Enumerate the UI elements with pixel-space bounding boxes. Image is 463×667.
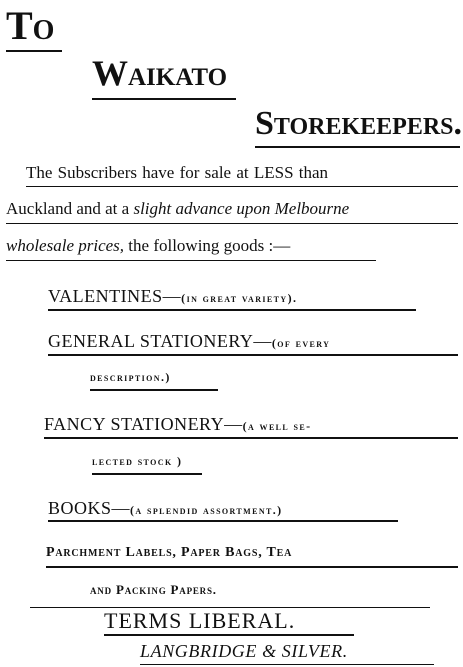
intro-line-2-underline (6, 223, 458, 224)
heading-waikato: Waikato (92, 53, 228, 93)
item-fancy (44, 414, 312, 435)
item-books-underline (48, 520, 398, 522)
item-books-detail: (a splendid assortment.) (130, 503, 283, 517)
item-valentines-underline (48, 309, 416, 311)
heading-to-underline (6, 50, 62, 52)
item-fancy-underline (44, 437, 458, 439)
intro-line-1-underline (26, 186, 458, 187)
intro-line-3-italic: wholesale prices, (6, 236, 125, 255)
item-fancy-main: FANCY STATIONERY— (44, 414, 243, 434)
item-general-detail-2-underline (90, 389, 218, 391)
item-parchment-line-1-underline (46, 566, 458, 568)
item-valentines (48, 286, 297, 307)
terms-underline (104, 634, 354, 636)
intro-line-2-prefix: Auckland and at a (6, 199, 130, 218)
item-fancy-detail-2-underline (92, 473, 202, 475)
item-books-main: BOOKS— (48, 498, 131, 518)
intro-line-2 (6, 199, 349, 219)
signature: LANGBRIDGE & SILVER. (140, 641, 348, 661)
item-books (48, 498, 283, 519)
item-general (48, 331, 330, 352)
item-valentines-main: VALENTINES— (48, 286, 182, 306)
signature-underline (140, 664, 434, 665)
item-fancy-detail-2: lected stock ) (92, 454, 183, 468)
heading-to: To (6, 3, 55, 48)
intro-line-3-suffix: the following goods :— (128, 236, 291, 255)
intro-line-3 (6, 236, 290, 256)
item-fancy-detail: (a well se- (242, 419, 312, 433)
heading-waikato-underline (92, 98, 236, 100)
intro-line-1: The Subscribers have for sale at LESS than (26, 163, 329, 182)
item-parchment-line-1: Parchment Labels, Paper Bags, Tea (46, 545, 293, 560)
item-general-detail: (of every (271, 336, 331, 350)
item-valentines-detail: (in great variety). (181, 291, 298, 305)
item-general-detail-2: description.) (90, 370, 171, 384)
intro-line-3-underline (6, 260, 376, 261)
item-general-underline (48, 354, 458, 356)
terms: TERMS LIBERAL. (104, 608, 296, 633)
item-general-main: GENERAL STATIONERY— (48, 331, 272, 351)
heading-storekeepers: Storekeepers. (255, 105, 463, 142)
intro-line-2-italic: slight advance upon Melbourne (133, 199, 350, 218)
heading-storekeepers-underline (255, 146, 460, 148)
item-parchment-line-2: and Packing Papers. (90, 582, 217, 597)
